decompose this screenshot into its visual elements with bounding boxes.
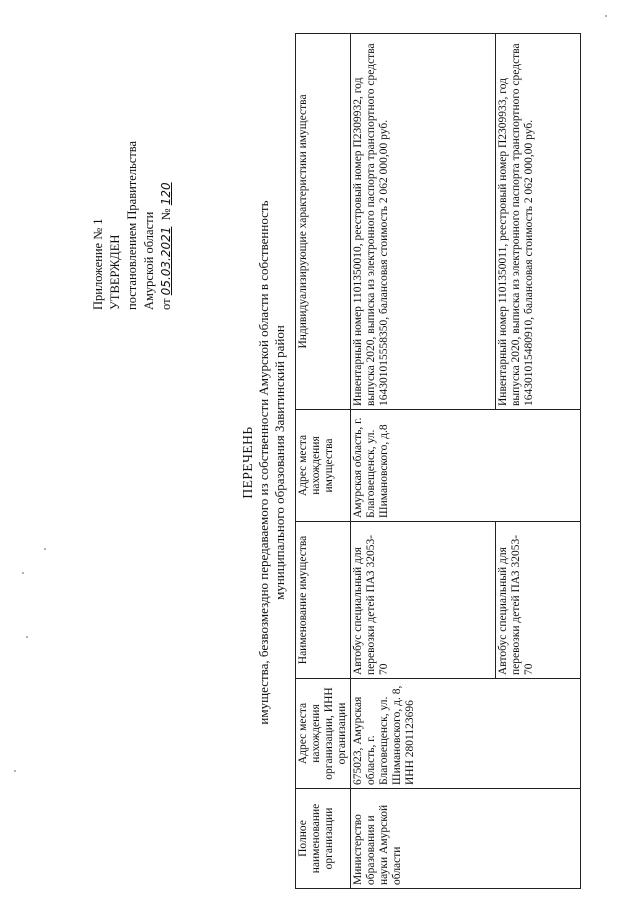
characteristics-cell: Инвентарный номер 1101350010, реестровый номер П2309932, год выпуска 2020, выписка из электронного паспорта транспортного средства 164301015558350, балансовая стоимость 2 062 000,00 руб. [351, 34, 496, 410]
handwritten-number: 120 [159, 182, 173, 206]
handwritten-date: 05.03.2021 [159, 226, 173, 296]
number-prefix: № [159, 208, 173, 221]
scan-speck [14, 770, 16, 772]
title-line-1: имущества, безвозмездно передаваемого из собственности Амурской области в собственность [256, 200, 271, 725]
property-table [295, 33, 581, 889]
org-address-cell: 675023, Амурская область, г. Благовещенск, ул. Шимановского, д. 8, ИНН 2801123696 [351, 679, 581, 789]
title-heading: ПЕРЕЧЕНЬ [240, 426, 255, 499]
header-characteristics: Индивидуализирующие характеристики имущества [296, 34, 351, 410]
appendix-date-line [158, 50, 175, 310]
table-row [351, 34, 496, 889]
scan-speck [605, 15, 607, 17]
header-org-address: Адрес места нахождения организации, ИНН организации [296, 679, 351, 789]
document-title [240, 30, 288, 895]
title-line-2: муниципального образования Завитинский район [272, 325, 287, 600]
header-property-address: Адрес места нахождения имущества [296, 410, 351, 522]
characteristics-cell: Инвентарный номер 1101350011, реестровый номер П2309933, год выпуска 2020, выписка из электронного паспорта транспортного средства 164301015480910, балансовая стоимость 2 062 000,00 руб. [496, 34, 581, 410]
property-name-cell: Автобус специальный для перевозки детей ПАЗ 32053-70 [351, 522, 496, 679]
appendix-line-4: Амурской области [142, 211, 156, 310]
header-property-name: Наименование имущества [296, 522, 351, 679]
rotated-content [70, 30, 570, 895]
scan-speck [22, 572, 24, 574]
property-address-cell: Амурская область, г. Благовещенск, ул. Шимановского, д.8 [351, 410, 581, 522]
appendix-block [90, 50, 175, 310]
header-org-name: Полное наименование организации [296, 789, 351, 889]
scan-speck [26, 636, 28, 638]
property-name-cell: Автобус специальный для перевозки детей ПАЗ 32053-70 [496, 522, 581, 679]
org-name-cell: Министерство образования и науки Амурской области [351, 789, 581, 889]
scan-speck [44, 548, 46, 550]
date-prefix: от [159, 298, 173, 310]
appendix-line-3: постановлением Правительства [125, 140, 139, 310]
approved-label: УТВЕРЖДЕН [108, 234, 122, 310]
table-header-row [296, 34, 351, 889]
appendix-line-1: Приложение № 1 [91, 218, 105, 310]
